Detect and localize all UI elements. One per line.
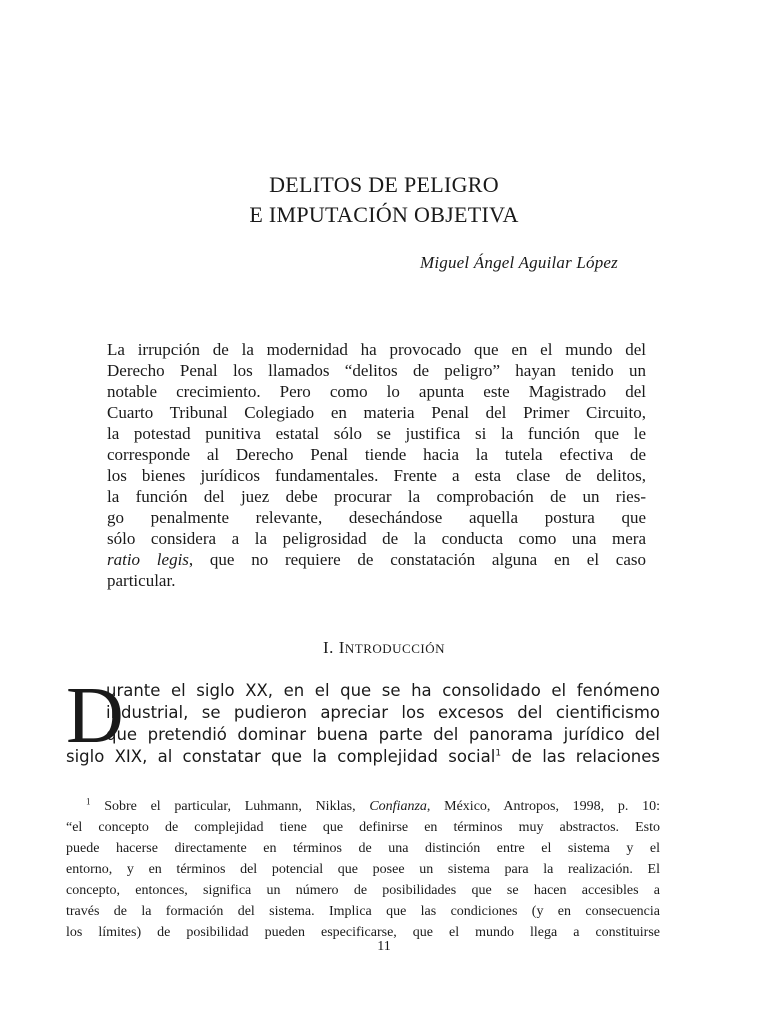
abstract-line: go penalmente relevante, desechándose aquella postura que [107, 508, 646, 527]
section-numeral: I. [323, 638, 334, 657]
article-title [0, 170, 768, 230]
abstract-line: corresponde al Derecho Penal tiende hacia la tutela efectiva de [107, 445, 646, 464]
abstract-line: La irrupción de la modernidad ha provocado que en el mundo del [107, 340, 646, 359]
drop-cap: D [66, 672, 124, 760]
author-name: Miguel Ángel Aguilar López [419, 253, 618, 272]
abstract-line: notable crecimiento. Pero como lo apunta este Magistrado del [107, 382, 646, 401]
body-line-part: siglo XIX, al constatar que la complejidad social [66, 747, 496, 766]
section-heading [0, 638, 768, 658]
abstract-final-line: particular. [107, 571, 176, 590]
body-line: industrial, se pudieron apreciar los excesos del cientificismo [106, 703, 660, 722]
title-line-1: DELITOS DE PELIGRO [269, 172, 499, 197]
abstract [107, 339, 646, 591]
footnote-line: los límites) de posibilidad pueden especificarse, que el mundo llega a constituirse [66, 925, 660, 940]
body-line-part: de las relaciones [501, 747, 660, 766]
footnote-book-title: Confianza [369, 799, 427, 814]
footnote-line: puede hacerse directamente en términos de una distinción entre el sistema y el [66, 841, 660, 856]
footnote-line: “el concepto de complejidad tiene que definirse en términos muy abstractos. Esto [66, 820, 660, 835]
abstract-line: la función del juez debe procurar la comprobación de un ries- [107, 487, 646, 506]
section-title [339, 638, 445, 657]
body-paragraph [66, 680, 660, 768]
footnote-text: Sobre el particular, Luhmann, Niklas, [90, 799, 370, 814]
abstract-line: la potestad punitiva estatal sólo se justifica si la función que le [107, 424, 646, 443]
abstract-line [107, 549, 646, 570]
footnote-reference[interactable]: 1 [495, 748, 502, 759]
section-title-initial: I [338, 638, 345, 657]
abstract-line: Cuarto Tribunal Colegiado en materia Penal del Primer Circuito, [107, 403, 646, 422]
body-line [66, 746, 660, 768]
body-line: que pretendió dominar buena parte del panorama jurídico del [106, 725, 660, 744]
abstract-line: los bienes jurídicos fundamentales. Frente a esta clase de delitos, [107, 466, 646, 485]
footnote-marker: 1 [86, 796, 91, 807]
footnote-line: través de la formación del sistema. Implica que las condiciones (y en consecuencia [66, 904, 660, 919]
abstract-line: sólo considera a la peligrosidad de la conducta como una mera [107, 529, 646, 548]
page-number: 11 [377, 939, 391, 954]
footnote-line [66, 796, 660, 817]
title-line-2: E IMPUTACIÓN OBJETIVA [249, 202, 519, 227]
abstract-line-rest: , que no requiere de constatación alguna en el caso [188, 550, 646, 569]
footnote-line: concepto, entonces, significa un número de posibilidades que se hacen accesibles a [66, 883, 660, 898]
footnote-line: entorno, y en términos del potencial que posee un sistema para la realización. El [66, 862, 660, 877]
abstract-line: Derecho Penal los llamados “delitos de peligro” hayan tenido un [107, 361, 646, 380]
footnote-text: , México, Antropos, 1998, p. 10: [426, 799, 660, 814]
body-line: urante el siglo XX, en el que se ha consolidado el fenómeno [106, 681, 660, 700]
section-title-smallcaps: NTRODUCCIÓN [344, 641, 445, 656]
latin-term: ratio legis [107, 550, 189, 569]
footnote [66, 796, 660, 943]
